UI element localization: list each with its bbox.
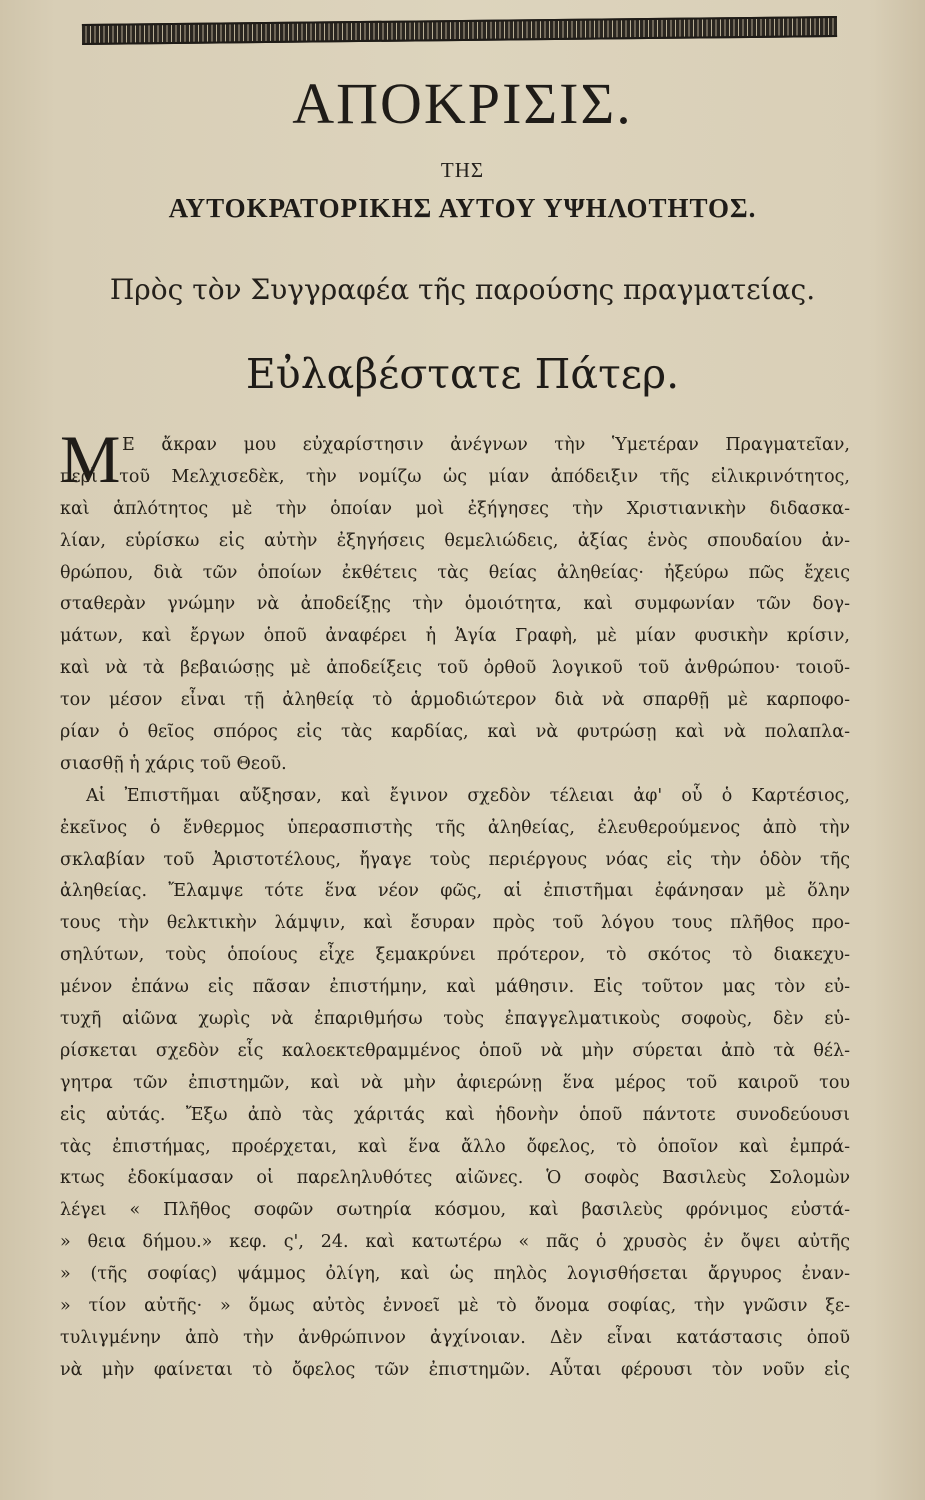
addressee-line: Πρὸς τὸν Συγγραφέα τῆς παρούσης πραγματείας. bbox=[109, 273, 816, 306]
text-line: καὶ ἁπλότητος μὲ τὴν ὁποίαν μοὶ ἐξήγησες τὴν Χριστιανικὴν διδασκα- bbox=[60, 498, 850, 519]
text-line: σιασθῇ ἡ χάρις τοῦ Θεοῦ. bbox=[60, 753, 287, 774]
text-line: ρίσκεται σχεδὸν εἷς καλοεκτεθραμμένος ὁποῦ νὰ μὴν σύρεται ἀπὸ τὰ θέλ- bbox=[60, 1040, 850, 1061]
letter-body bbox=[60, 421, 850, 1387]
text-line: ρίαν ὁ θεῖος σπόρος εἰς τὰς καρδίας, καὶ νὰ φυτρώσῃ καὶ νὰ πολαπλα- bbox=[60, 722, 850, 743]
text-line: λέγει « Πλῆθος σοφῶν σωτηρία κόσμου, καὶ βασιλεὺς φρόνιμος εὐστά- bbox=[60, 1200, 850, 1221]
salutation: Εὐλαβέστατε Πάτερ. bbox=[245, 350, 680, 398]
title-subheading-of: ΤΗΣ bbox=[440, 158, 485, 182]
text-line: τους τὴν θελκτικὴν λάμψιν, καὶ ἔσυραν πρὸς τοῦ λόγου τους πλῆθος προ- bbox=[60, 913, 850, 934]
text-line: εἰς αὐτάς. Ἔξω ἀπὸ τὰς χάριτάς καὶ ἡδονὴν ὁποῦ πάντοτε συνοδεύουσι bbox=[60, 1104, 850, 1125]
text-line: ἀληθείας. Ἔλαμψε τότε ἕνα νέον φῶς, αἱ ἐπιστῆμαι ἐφάνησαν μὲ ὅλην bbox=[60, 881, 850, 902]
text-line: θρώπου, διὰ τῶν ὁποίων ἐκθέτεις τὰς θείας ἀληθείας· ἠξεύρω πῶς ἔχεις bbox=[60, 562, 850, 583]
text-line: » θεια δήμου.» κεφ. ς', 24. καὶ κατωτέρω « πᾶς ὁ χρυσὸς ἐν ὄψει αὐτῆς bbox=[60, 1232, 850, 1253]
page-title: ΑΠΟΚΡΙΣΙΣ. bbox=[292, 71, 633, 136]
text-line: μάτων, καὶ ἔργων ὁποῦ ἀναφέρει ἡ Ἁγία Γραφὴ, μὲ μίαν φυσικὴν κρίσιν, bbox=[60, 626, 850, 647]
text-line: τὰς ἐπιστήμας, προέρχεται, καὶ ἕνα ἄλλο ὄφελος, τὸ ὁποῖον καὶ ἐμπρά- bbox=[60, 1136, 850, 1157]
text-line: Αἱ Ἐπιστῆμαι αὔξησαν, καὶ ἔγινον σχεδὸν τέλειαι ἀφ' οὗ ὁ Καρτέσιος, bbox=[86, 785, 850, 806]
drop-cap: Μ bbox=[60, 421, 121, 497]
header-ornament-band bbox=[82, 16, 837, 45]
text-line: μένον ἐπάνω εἰς πᾶσαν ἐπιστήμην, καὶ μάθησιν. Εἰς τοῦτον μας τὸν εὐ- bbox=[60, 977, 850, 998]
text-line: » τίον αὐτῆς· » ὅμως αὐτὸς ἐννοεῖ μὲ τὸ ὄνομα σοφίας, τὴν γνῶσιν ξε- bbox=[60, 1296, 850, 1317]
text-line: περὶ τοῦ Μελχισεδὲκ, τὴν νομίζω ὡς μίαν ἀπόδειξιν τῆς εἰλικρινότητος, bbox=[60, 466, 850, 487]
text-line: τυλιγμένην ἀπὸ τὴν ἀνθρώπινον ἀγχίνοιαν. Δὲν εἶναι κατάστασις ὁποῦ bbox=[60, 1327, 850, 1348]
text-line: ἐκεῖνος ὁ ἔνθερμος ὑπερασπιστὴς τῆς ἀληθείας, ἐλευθερούμενος ἀπὸ τὴν bbox=[60, 817, 850, 838]
text-line: λίαν, εὑρίσκω εἰς αὐτὴν ἐξηγήσεις θεμελιώδεις, ἀξίας ἑνὸς σπουδαίου ἀν- bbox=[60, 530, 850, 551]
text-line: νὰ μὴν φαίνεται τὸ ὄφελος τῶν ἐπιστημῶν. Αὗται φέρουσι τὸν νοῦν εἰς bbox=[60, 1359, 850, 1380]
text-line: κτως ἐδοκίμασαν οἱ παρεληλυθότες αἰῶνες. Ὁ σοφὸς Βασιλεὺς Σολομὼν bbox=[60, 1168, 850, 1189]
text-line: Ε ἄκραν μου εὐχαρίστησιν ἀνέγνων τὴν Ὑμετέραν Πραγματεῖαν, bbox=[122, 435, 850, 455]
text-line: γητρα τῶν ἐπιστημῶν, καὶ νὰ μὴν ἀφιερώνῃ ἕνα μέρος τοῦ καιροῦ του bbox=[60, 1072, 850, 1093]
text-line: σκλαβίαν τοῦ Ἀριστοτέλους, ἤγαγε τοὺς περιέργους νόας εἰς τὴν ὁδὸν τῆς bbox=[60, 849, 850, 870]
text-line: καὶ νὰ τὰ βεβαιώσῃς μὲ ἀποδείξεις τοῦ ὀρθοῦ λογικοῦ τοῦ ἀνθρώπου· τοιοῦ- bbox=[60, 658, 850, 679]
text-line: τον μέσον εἶναι τῇ ἀληθείᾳ τὸ ἁρμοδιώτερον διὰ νὰ σπαρθῇ μὲ καρποφο- bbox=[60, 690, 850, 711]
text-line: σηλύτων, τοὺς ὁποίους εἶχε ξεμακρύνει πρότερον, τὸ σκότος τὸ διακεχυ- bbox=[60, 945, 850, 966]
text-line: » (τῆς σοφίας) ψάμμος ὀλίγη, καὶ ὡς πηλὸς λογισθήσεται ἄργυρος ἐναν- bbox=[60, 1264, 850, 1285]
text-line: σταθερὰν γνώμην νὰ ἀποδείξῃς τὴν ὁμοιότητα, καὶ συμφωνίαν τῶν δογ- bbox=[60, 594, 850, 615]
title-subheading-majesty: ΑΥΤΟΚΡΑΤΟΡΙΚΗΣ ΑΥΤΟΥ ΥΨΗΛΟΤΗΤΟΣ. bbox=[168, 193, 757, 223]
text-line: τυχῆ αἰῶνα χωρὶς νὰ ἐπαριθμήσω τοὺς ἐπαγγελματικοὺς σοφοὺς, δὲν εὑ- bbox=[60, 1009, 850, 1030]
